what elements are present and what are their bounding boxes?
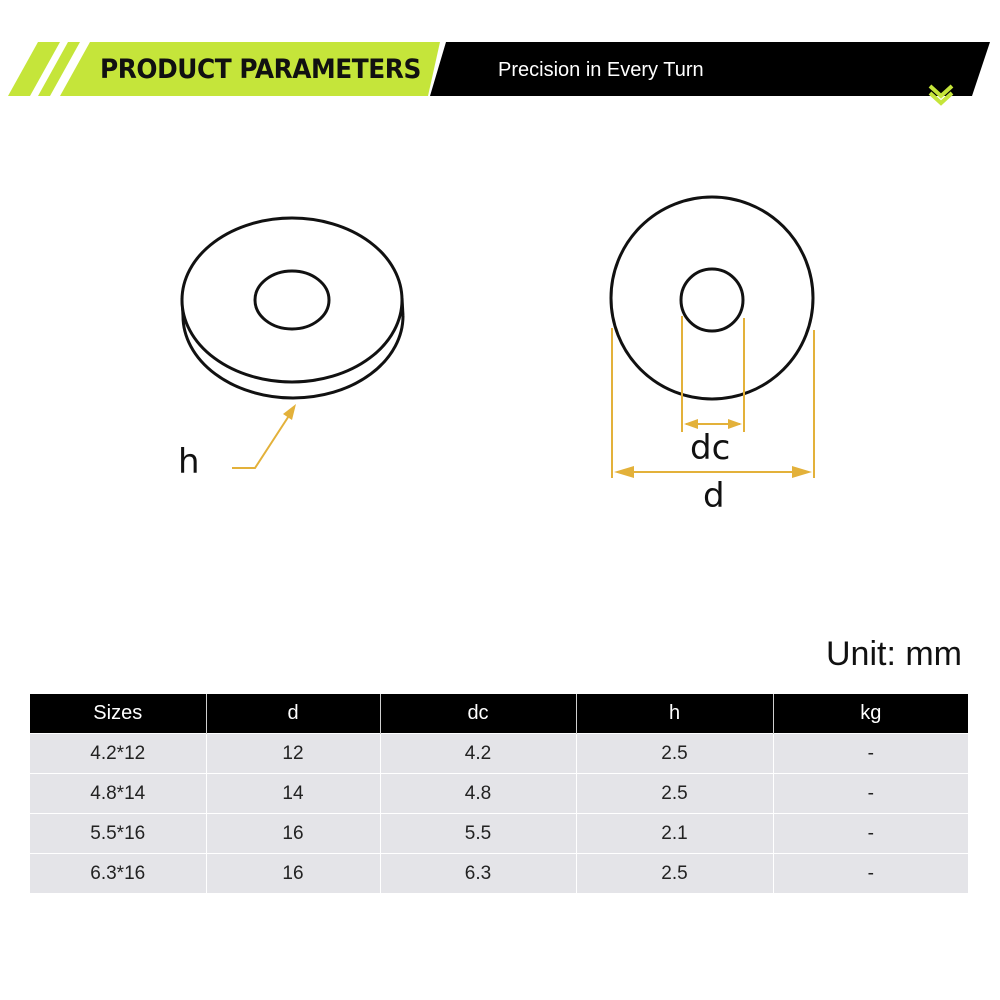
cell-d: 12 xyxy=(206,734,380,774)
column-header-sizes: Sizes xyxy=(30,694,206,734)
h-leader xyxy=(232,404,296,468)
cell-dc: 4.2 xyxy=(380,734,576,774)
cell-d: 14 xyxy=(206,774,380,814)
washer-diagram xyxy=(0,180,1000,540)
cell-h: 2.5 xyxy=(576,734,773,774)
unit-label: Unit: mm xyxy=(826,635,962,673)
banner-title: PRODUCT PARAMETERS xyxy=(100,54,421,85)
table-row xyxy=(30,854,968,894)
cell-h: 2.5 xyxy=(576,774,773,814)
table-row xyxy=(30,774,968,814)
column-header-d: d xyxy=(206,694,380,734)
table-row xyxy=(30,814,968,854)
washer-outer-circle xyxy=(611,197,813,399)
cell-dc: 5.5 xyxy=(380,814,576,854)
cell-size: 4.8*14 xyxy=(30,774,206,814)
cell-h: 2.1 xyxy=(576,814,773,854)
cell-kg: - xyxy=(773,734,968,774)
column-header-h: h xyxy=(576,694,773,734)
washer-front-view xyxy=(611,197,813,399)
washer-drawing xyxy=(0,180,1000,540)
cell-kg: - xyxy=(773,854,968,894)
cell-kg: - xyxy=(773,814,968,854)
banner-subtitle: Precision in Every Turn xyxy=(498,59,704,81)
cell-size: 6.3*16 xyxy=(30,854,206,894)
h-label: h xyxy=(178,442,200,482)
cell-h: 2.5 xyxy=(576,854,773,894)
cell-dc: 4.8 xyxy=(380,774,576,814)
table-header-row xyxy=(30,694,968,734)
cell-d: 16 xyxy=(206,814,380,854)
header-banner xyxy=(0,0,1000,110)
dc-label: dc xyxy=(690,428,731,468)
d-label: d xyxy=(703,476,725,516)
cell-size: 4.2*12 xyxy=(30,734,206,774)
column-header-kg: kg xyxy=(773,694,968,734)
cell-d: 16 xyxy=(206,854,380,894)
column-header-dc: dc xyxy=(380,694,576,734)
washer-perspective-view xyxy=(182,218,403,398)
cell-kg: - xyxy=(773,774,968,814)
table-row xyxy=(30,734,968,774)
washer-top-face xyxy=(182,218,402,382)
parameters-table xyxy=(30,694,968,893)
washer-inner-circle xyxy=(681,269,743,331)
cell-dc: 6.3 xyxy=(380,854,576,894)
cell-size: 5.5*16 xyxy=(30,814,206,854)
